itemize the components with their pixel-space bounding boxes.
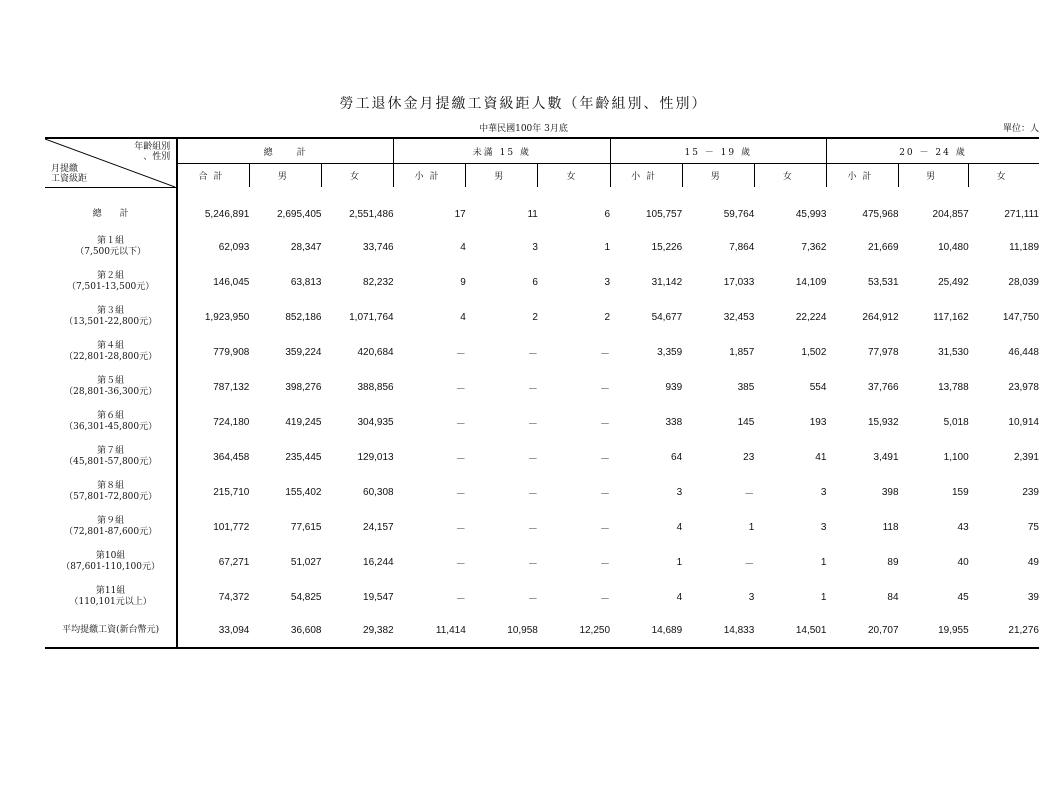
row-label: 第５組 （28,801-36,300元） xyxy=(45,370,177,405)
table-cell: 33,746 xyxy=(363,241,394,253)
table-cell: － xyxy=(455,488,466,500)
table-cell: 14,833 xyxy=(682,615,754,648)
table-cell: 54,825 xyxy=(290,591,322,603)
table-cell: 23 xyxy=(743,451,755,463)
table-cell: 787,132 xyxy=(213,381,250,393)
row-label: 第１組 （7,500元以下） xyxy=(45,230,177,265)
table-cell: 77,978 xyxy=(867,346,899,358)
table-cell: － xyxy=(455,453,466,465)
table-cell: 388,856 xyxy=(357,381,394,393)
table-cell: 3 xyxy=(820,521,827,533)
sub-header-row xyxy=(45,164,1039,188)
table-cell: － xyxy=(455,418,466,430)
table-cell: 939 xyxy=(665,381,683,393)
table-cell: － xyxy=(455,558,466,570)
row-label: 第10組 （87,601-110,100元） xyxy=(45,545,177,580)
table-cell: 10,914 xyxy=(1008,416,1039,428)
table-cell: 6 xyxy=(604,209,611,220)
table-cell: 3 xyxy=(820,486,827,498)
table-cell: 7,362 xyxy=(801,241,827,253)
table-cell: 64 xyxy=(671,451,683,463)
table-cell: 43 xyxy=(957,521,969,533)
table-cell: 2,391 xyxy=(1013,451,1039,463)
table-cell: 14,109 xyxy=(795,276,827,288)
table-cell: 25,492 xyxy=(938,276,969,288)
table-cell: － xyxy=(600,383,611,395)
row-label: 第７組 （45,801-57,800元） xyxy=(45,440,177,475)
row-label: 第４組 （22,801-28,800元） xyxy=(45,335,177,370)
table-cell: 1 xyxy=(748,521,755,533)
group-header-under-15: 未滿 15 歲 xyxy=(394,138,610,164)
table-cell: 2 xyxy=(604,311,611,323)
table-cell: 155,402 xyxy=(285,486,322,498)
table-cell: 14,501 xyxy=(754,615,826,648)
table-cell: 11,414 xyxy=(394,615,466,648)
table-cell: 420,684 xyxy=(357,346,394,358)
table-cell: － xyxy=(455,593,466,605)
table-cell: － xyxy=(600,593,611,605)
table-cell: 41 xyxy=(815,451,827,463)
table-cell: 6 xyxy=(532,276,538,288)
column-header: 女 xyxy=(969,164,1039,188)
table-cell: 51,027 xyxy=(290,556,322,568)
table-cell: － xyxy=(455,348,466,360)
table-cell: 11,189 xyxy=(1009,241,1039,253)
table-cell: 75 xyxy=(1027,521,1039,533)
table-cell: 20,707 xyxy=(826,615,898,648)
table-cell: 1,923,950 xyxy=(204,311,250,323)
table-cell: － xyxy=(527,383,538,395)
table-cell: 63,813 xyxy=(290,276,322,288)
table-cell: 2,695,405 xyxy=(277,209,322,220)
table-cell: 3 xyxy=(676,486,683,498)
table-cell: 28,347 xyxy=(290,241,322,253)
stub-header-column-label: 年齡組別 、性別 xyxy=(134,142,171,162)
table-cell: 852,186 xyxy=(285,311,322,323)
table-cell: 3,491 xyxy=(873,451,899,463)
table-row xyxy=(45,370,1039,405)
table-cell: 49 xyxy=(1027,556,1039,568)
table-cell: 105,757 xyxy=(646,209,683,220)
table-cell: 67,271 xyxy=(218,556,250,568)
table-cell: 3 xyxy=(748,591,755,603)
table-cell: 16,244 xyxy=(363,556,394,568)
table-cell: 129,013 xyxy=(357,451,394,463)
table-cell: 82,232 xyxy=(363,276,394,288)
column-header: 小計 xyxy=(610,164,682,188)
table-cell: 84 xyxy=(887,591,899,603)
table-cell: 31,530 xyxy=(938,346,969,358)
table-cell: 145 xyxy=(737,416,755,428)
table-cell: － xyxy=(600,348,611,360)
table-cell: 159 xyxy=(951,486,969,498)
report-date: 中華民國100年 3月底 xyxy=(479,124,568,134)
table-cell: 398 xyxy=(881,486,899,498)
table-cell: － xyxy=(527,348,538,360)
table-cell: 4 xyxy=(460,311,466,323)
table-cell: 62,093 xyxy=(218,241,250,253)
table-cell: － xyxy=(527,558,538,570)
table-cell: 779,908 xyxy=(213,346,250,358)
table-cell: 10,958 xyxy=(466,615,538,648)
group-header-row xyxy=(45,138,1039,164)
table-cell: 4 xyxy=(676,591,683,603)
table-row xyxy=(45,510,1039,545)
table-cell: 364,458 xyxy=(213,451,250,463)
table-cell: － xyxy=(744,488,755,500)
table-cell: 146,045 xyxy=(213,276,250,288)
table-cell: 54,677 xyxy=(651,311,683,323)
stub-header xyxy=(45,138,177,187)
table-cell: 117,162 xyxy=(933,311,969,323)
table-cell: 2,551,486 xyxy=(349,209,394,220)
table-cell: 53,531 xyxy=(867,276,899,288)
table-cell: 5,246,891 xyxy=(204,209,250,220)
column-header: 合計 xyxy=(177,164,249,188)
column-header: 男 xyxy=(899,164,969,188)
table-cell: － xyxy=(600,453,611,465)
table-cell: 101,772 xyxy=(213,521,250,533)
table-cell: 36,608 xyxy=(249,615,321,648)
row-label: 第９組 （72,801-87,600元） xyxy=(45,510,177,545)
column-header: 小計 xyxy=(394,164,466,188)
table-row xyxy=(45,335,1039,370)
table-cell: 19,955 xyxy=(899,615,969,648)
row-label: 第６組 （36,301-45,800元） xyxy=(45,405,177,440)
column-header: 女 xyxy=(322,164,394,188)
group-header-20-24: 20 － 24 歲 xyxy=(826,138,1039,164)
table-cell: 264,912 xyxy=(862,311,899,323)
table-cell: 32,453 xyxy=(723,311,755,323)
row-label: 第８組 （57,801-72,800元） xyxy=(45,475,177,510)
table-cell: 74,372 xyxy=(218,591,250,603)
table-cell: 554 xyxy=(809,381,827,393)
table-cell: 40 xyxy=(957,556,969,568)
row-label: 第２組 （7,501-13,500元） xyxy=(45,265,177,300)
column-header: 女 xyxy=(754,164,826,188)
table-cell: 5,018 xyxy=(943,416,969,428)
table-cell: 59,764 xyxy=(723,209,755,220)
table-cell: － xyxy=(455,523,466,535)
table-cell: 21,669 xyxy=(867,241,899,253)
table-cell: － xyxy=(600,523,611,535)
table-cell: 1 xyxy=(820,591,827,603)
table-cell: 45 xyxy=(957,591,969,603)
table-cell: 3 xyxy=(604,276,611,288)
column-header: 男 xyxy=(682,164,754,188)
table-cell: 304,935 xyxy=(357,416,394,428)
table-row xyxy=(45,405,1039,440)
table-cell: 118 xyxy=(882,521,899,533)
table-cell: 14,689 xyxy=(610,615,682,648)
table-cell: 193 xyxy=(809,416,827,428)
table-cell: 3,359 xyxy=(657,346,683,358)
statistics-table xyxy=(45,137,1039,649)
average-row xyxy=(45,615,1039,648)
table-cell: － xyxy=(527,453,538,465)
table-cell: 1 xyxy=(604,241,611,253)
table-row xyxy=(45,300,1039,335)
table-row xyxy=(45,230,1039,265)
table-cell: 419,245 xyxy=(285,416,322,428)
row-label: 平均提繳工資(新台幣元) xyxy=(45,615,177,648)
table-row xyxy=(45,545,1039,580)
table-cell: 475,968 xyxy=(862,209,899,220)
table-cell: 15,226 xyxy=(651,241,683,253)
column-header: 男 xyxy=(249,164,321,188)
table-cell: 60,308 xyxy=(363,486,394,498)
table-cell: 24,157 xyxy=(363,521,394,533)
table-cell: 398,276 xyxy=(285,381,322,393)
table-cell: 77,615 xyxy=(290,521,322,533)
table-cell: 1,071,764 xyxy=(349,311,394,323)
table-cell: 31,142 xyxy=(651,276,683,288)
table-cell: － xyxy=(527,488,538,500)
group-header-15-19: 15 － 19 歲 xyxy=(610,138,826,164)
group-header-total: 總 計 xyxy=(177,138,393,164)
table-cell: 89 xyxy=(887,556,899,568)
table-cell: 4 xyxy=(460,241,466,253)
table-cell: 1,502 xyxy=(801,346,827,358)
stub-header-row-label: 月提繳 工資級距 xyxy=(51,163,88,184)
table-cell: 271,111 xyxy=(1004,209,1039,220)
table-cell: 29,382 xyxy=(322,615,394,648)
table-cell: 45,993 xyxy=(795,209,827,220)
table-cell: 37,766 xyxy=(867,381,899,393)
table-cell: 13,788 xyxy=(938,381,969,393)
table-cell: 385 xyxy=(737,381,755,393)
total-row xyxy=(45,200,1039,230)
table-cell: 1 xyxy=(820,556,827,568)
table-cell: 17 xyxy=(454,209,466,220)
table-row xyxy=(45,475,1039,510)
table-cell: 338 xyxy=(665,416,683,428)
table-cell: 9 xyxy=(460,276,466,288)
table-cell: － xyxy=(600,418,611,430)
row-label: 第３組 （13,501-22,800元） xyxy=(45,300,177,335)
page-title: 勞工退休金月提繳工資級距人數（年齡組別、性別） xyxy=(339,96,708,112)
table-cell: 17,033 xyxy=(723,276,755,288)
row-label: 總 計 xyxy=(45,200,177,230)
table-cell: 359,224 xyxy=(285,346,322,358)
table-cell: 147,750 xyxy=(1002,311,1039,323)
table-cell: 239 xyxy=(1022,486,1039,498)
table-cell: 19,547 xyxy=(363,591,394,603)
table-cell: － xyxy=(527,523,538,535)
unit-label: 單位：人 xyxy=(1002,124,1039,134)
table-cell: 1,100 xyxy=(943,451,969,463)
table-row xyxy=(45,265,1039,300)
table-cell: － xyxy=(600,488,611,500)
table-cell: 23,978 xyxy=(1008,381,1039,393)
table-cell: 2 xyxy=(532,311,538,323)
table-cell: 11 xyxy=(527,209,538,220)
table-cell: 1 xyxy=(676,556,683,568)
table-cell: － xyxy=(527,593,538,605)
table-cell: 22,224 xyxy=(795,311,827,323)
table-cell: 10,480 xyxy=(938,241,969,253)
table-cell: 235,445 xyxy=(285,451,322,463)
table-cell: － xyxy=(527,418,538,430)
table-cell: 215,710 xyxy=(213,486,250,498)
table-cell: 21,276 xyxy=(969,615,1039,648)
table-cell: － xyxy=(600,558,611,570)
table-cell: 7,864 xyxy=(729,241,755,253)
table-row xyxy=(45,580,1039,615)
table-cell: 204,857 xyxy=(932,209,969,220)
table-cell: 4 xyxy=(676,521,683,533)
column-header: 男 xyxy=(466,164,538,188)
table-body xyxy=(45,187,1039,648)
table-cell: 724,180 xyxy=(213,416,250,428)
table-cell: 15,932 xyxy=(867,416,899,428)
row-label: 第11組 （110,101元以上） xyxy=(45,580,177,615)
table-cell: 33,094 xyxy=(177,615,249,648)
table-cell: 1,857 xyxy=(729,346,755,358)
table-cell: 39 xyxy=(1027,591,1039,603)
table-cell: － xyxy=(744,558,755,570)
table-cell: 46,448 xyxy=(1008,346,1039,358)
column-header: 小計 xyxy=(826,164,898,188)
table-cell: － xyxy=(455,383,466,395)
table-cell: 28,039 xyxy=(1008,276,1039,288)
table-cell: 3 xyxy=(532,241,538,253)
column-header: 女 xyxy=(538,164,610,188)
table-cell: 12,250 xyxy=(538,615,610,648)
table-row xyxy=(45,440,1039,475)
